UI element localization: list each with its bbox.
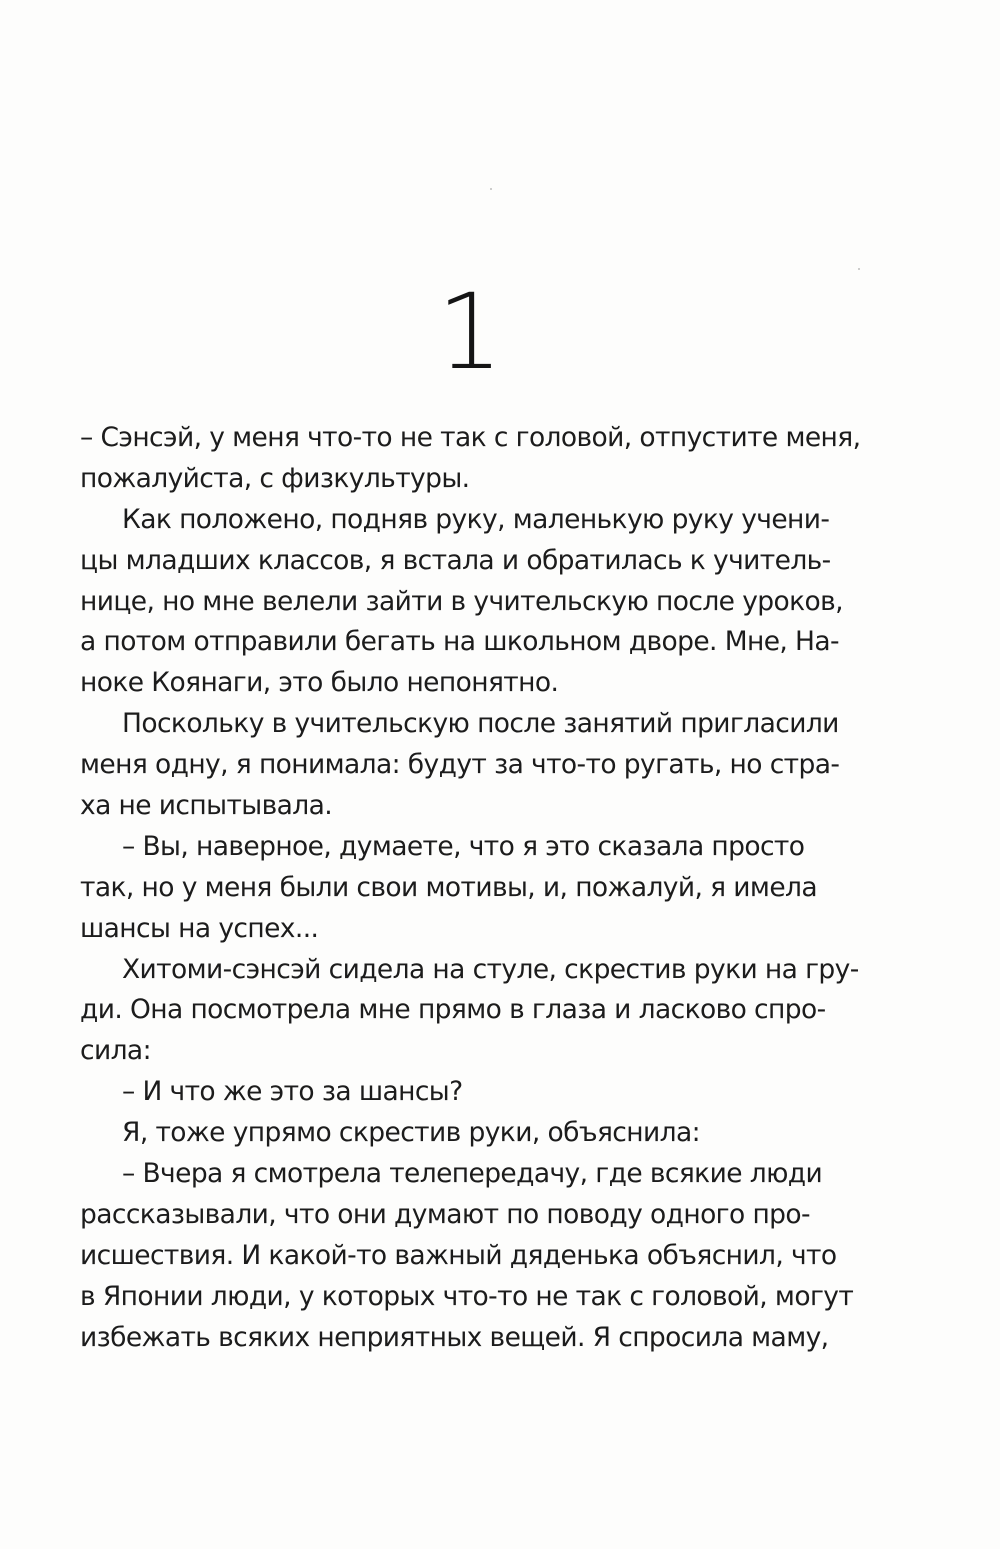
scan-speck xyxy=(490,188,492,190)
text-line: а потом отправили бегать на школьном дворе. Мне, На- xyxy=(80,626,839,658)
scan-speck xyxy=(858,268,860,270)
text-line: – И что же это за шансы? xyxy=(122,1076,463,1108)
chapter-body-text xyxy=(80,418,860,1358)
text-line: рассказывали, что они думают по поводу одного про- xyxy=(80,1198,810,1230)
text-line: пожалуйста, с физкультуры. xyxy=(80,462,470,494)
text-line: Хитоми-сэнсэй сидела на стуле, скрестив руки на гру- xyxy=(122,953,859,985)
text-line: ноке Коянаги, это было непонятно. xyxy=(80,667,559,699)
text-line: ди. Она посмотрела мне прямо в глаза и ласково спро- xyxy=(80,994,826,1026)
text-line: Я, тоже упрямо скрестив руки, объяснила: xyxy=(122,1117,700,1149)
text-line: в Японии люди, у которых что-то не так с головой, могут xyxy=(80,1280,854,1312)
text-line: Как положено, подняв руку, маленькую руку учени- xyxy=(122,503,830,535)
chapter-number: 1 xyxy=(436,271,504,393)
text-line: меня одну, я понимала: будут за что-то ругать, но стра- xyxy=(80,749,840,781)
text-line: Поскольку в учительскую после занятий пригласили xyxy=(122,708,839,740)
text-line: – Сэнсэй, у меня что-то не так с головой, отпустите меня, xyxy=(80,422,861,453)
text-line: – Вы, наверное, думаете, что я это сказала просто xyxy=(122,830,805,862)
text-line: шансы на успех... xyxy=(80,912,319,944)
text-line: исшествия. И какой-то важный дяденька объяснил, что xyxy=(80,1239,837,1271)
text-line: так, но у меня были свои мотивы, и, пожалуй, я имела xyxy=(80,871,818,903)
text-line: – Вчера я смотрела телепередачу, где всякие люди xyxy=(122,1158,823,1190)
text-line: ха не испытывала. xyxy=(80,790,333,822)
text-line: цы младших классов, я встала и обратилась к учитель- xyxy=(80,544,831,576)
text-line: нице, но мне велели зайти в учительскую после уроков, xyxy=(80,585,843,617)
text-line: сила: xyxy=(80,1035,151,1067)
text-line: избежать всяких неприятных вещей. Я спросила маму, xyxy=(80,1321,829,1353)
